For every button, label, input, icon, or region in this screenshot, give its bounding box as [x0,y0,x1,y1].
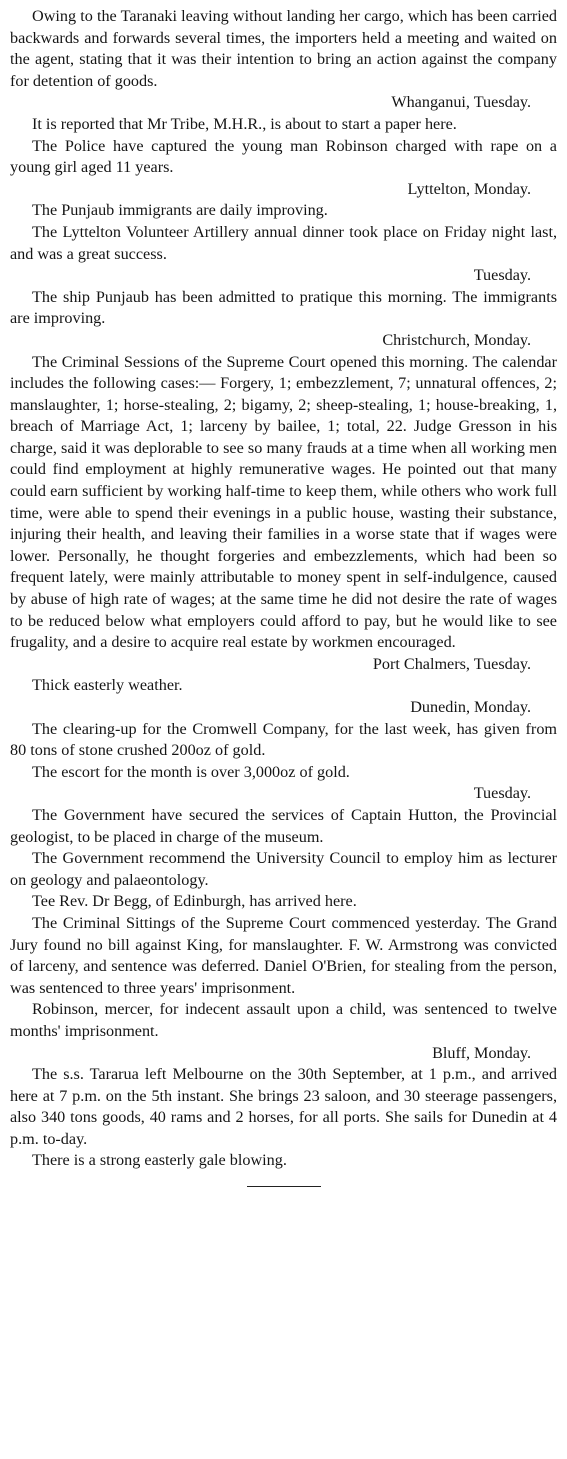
news-paragraph: The escort for the month is over 3,000oz of gold. [32,762,350,781]
news-paragraph: There is a strong easterly gale blowing. [32,1151,287,1170]
news-paragraph: The Lyttelton Volunteer Artillery annual dinner took place on Friday night last, and was a great success. [10,222,557,263]
news-paragraph: Owing to the Taranaki leaving without landing her cargo, which has been carried backwards and forwards several times, the importers held a meeting and waited on the agent, stating that it was their intention to bring an action against the company for detention of goods. [10,7,557,90]
dateline: Whanganui, Tuesday. [391,93,531,112]
dateline: Port Chalmers, Tuesday. [372,654,531,673]
news-paragraph: The Police have captured the young man Robinson charged with rape on a young girl aged 11 years. [10,136,557,177]
news-section [10,654,557,697]
newspaper-column [10,0,557,1187]
news-section [10,697,557,783]
news-section [10,783,557,1042]
news-paragraph: The Criminal Sessions of the Supreme Court opened this morning. The calendar includes the following cases:— Forgery, 1; embezzlement, 7; unnatural offences, 2; manslaughter, 1; horse-stealing, 2; bigamy, 2; sheep-stealing, 1; house-breaking, 1, breach of Marriage Act, 1; larceny by bailee, 1; total, 22. Judge Gresson in his charge, said it was deplorable to see so many frauds at a time when all working men could find employment at highly remunerative wages. He pointed out that many could earn sufficient by working half-time to keep them, while others who work full time, were able to spend their evenings in a public house, wasting their substance, injuring their health, and leaving their families in a worse state that if wages were lower. Personally, he thought forgeries and embezzlements, which had been so frequent lately, were mainly attributable to money spent in self-indulgence, caused by abuse of high rate of wages; at the same time he did not desire the rate of wages to be reduced below what employers could afford to pay, but he would like to see frugality, and a desire to acquire real estate by workmen encouraged. [10,352,557,652]
dateline: Tuesday. [473,784,531,803]
dateline: Christchurch, Monday. [382,330,531,349]
news-section [10,330,557,654]
news-paragraph: The s.s. Tararua left Melbourne on the 30th September, at 1 p.m., and arrived here at 7 p.m. on the 5th instant. She brings 23 saloon, and 30 steerage passengers, also 340 tons goods, 40 rams and 2 horses, for all ports. She sails for Dunedin at 4 p.m. to-day. [10,1065,557,1148]
news-paragraph: The Government have secured the services of Captain Hutton, the Provincial geologist, to be placed in charge of the museum. [10,805,557,846]
news-paragraph: The clearing-up for the Cromwell Company, for the last week, has given from 80 tons of stone crushed 200oz of gold. [10,719,557,760]
news-paragraph: Tee Rev. Dr Begg, of Edinburgh, has arrived here. [32,892,357,911]
news-paragraph: The Criminal Sittings of the Supreme Court commenced yesterday. The Grand Jury found no bill against King, for manslaughter. F. W. Armstrong was convicted of larceny, and sentence was deferred. Daniel O'Brien, for stealing from the person, was sentenced to three years' imprisonment. [10,913,557,997]
dateline: Bluff, Monday. [432,1043,531,1062]
news-sections [10,6,557,1172]
news-section [10,92,557,178]
news-paragraph: Robinson, mercer, for indecent assault upon a child, was sentenced to twelve months' imprisonment. [10,1000,557,1040]
news-paragraph: The ship Punjaub has been admitted to pratique this morning. The immigrants are improving. [10,287,557,328]
news-section [10,1043,557,1173]
news-section [10,6,557,92]
dateline: Dunedin, Monday. [410,698,531,716]
news-paragraph: The Government recommend the University Council to employ him as lecturer on geology and palaeontology. [10,849,557,889]
news-paragraph: The Punjaub immigrants are daily improving. [32,201,328,220]
news-paragraph: Thick easterly weather. [32,676,183,695]
news-section [10,179,557,265]
news-section [10,265,557,330]
dateline: Lyttelton, Monday. [407,179,531,198]
news-paragraph: It is reported that Mr Tribe, M.H.R., is about to start a paper here. [32,114,457,133]
dateline: Tuesday. [473,266,531,285]
closing-rule [247,1186,321,1187]
